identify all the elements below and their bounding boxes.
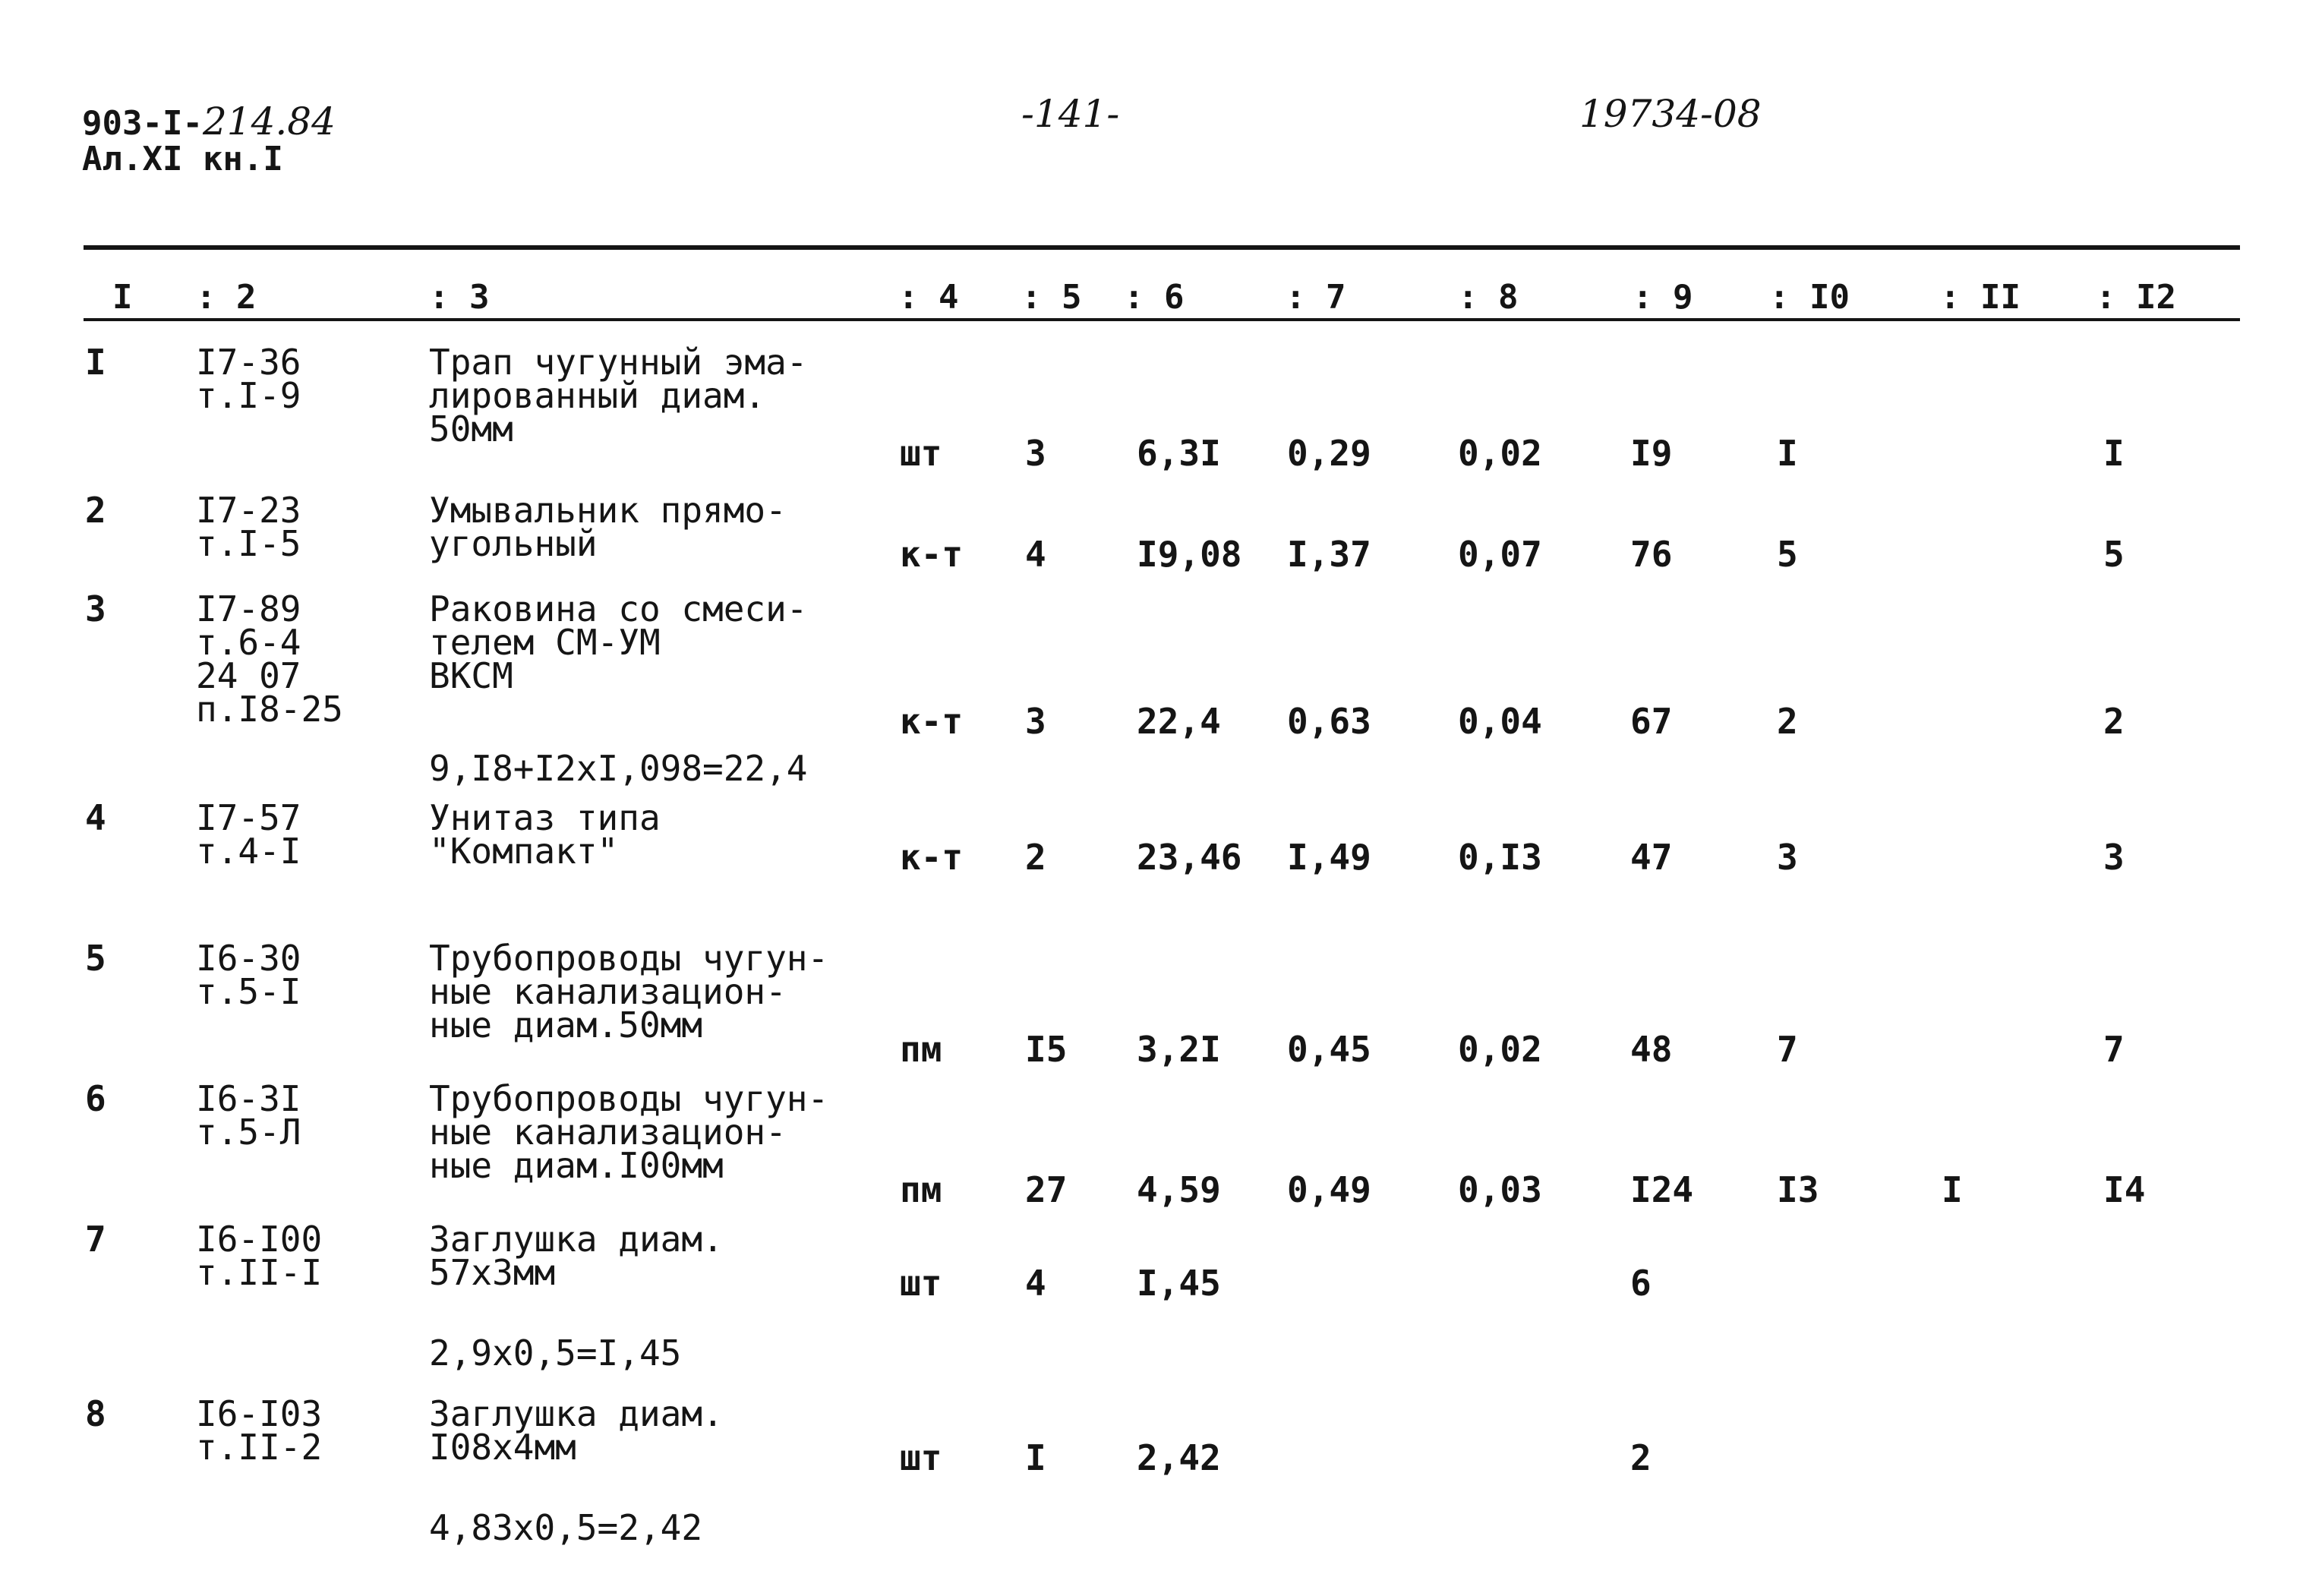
doc-code-handwritten: 214.84 (202, 99, 336, 144)
unit-cell: пм (900, 1169, 942, 1210)
col10-cell: 2 (1777, 701, 1798, 742)
col9-cell: 67 (1630, 701, 1673, 742)
item-name: Раковина со смеси- (429, 588, 808, 629)
col-header-11: : II (1940, 278, 2021, 317)
row-number: I (85, 342, 106, 383)
quantity-cell: 2 (1025, 837, 1046, 878)
col-header-3: : 3 (429, 278, 490, 317)
col9-cell: I24 (1630, 1169, 1694, 1210)
row-number: 2 (85, 490, 106, 531)
unit-cell: шт (900, 1263, 942, 1304)
col10-cell: I3 (1777, 1169, 1819, 1210)
archive-number: 19734-08 (1579, 92, 1762, 136)
norm-code: т.6-4 (196, 622, 301, 663)
item-name: Трубопроводы чугун- (429, 938, 829, 979)
item-name: 57x3мм (429, 1252, 556, 1293)
col12-cell: I4 (2103, 1169, 2146, 1210)
norm-code: т.5-Л (196, 1112, 301, 1153)
col7-cell: 0,29 (1287, 433, 1371, 474)
col9-cell: 2 (1630, 1437, 1652, 1478)
norm-code: т.I-5 (196, 523, 301, 564)
norm-code: I6-3I (196, 1078, 301, 1119)
col9-cell: 76 (1630, 534, 1673, 575)
table-header-rule (84, 318, 2240, 321)
unit-cell: шт (900, 433, 942, 474)
col-header-12: : I2 (2096, 278, 2176, 317)
doc-code (82, 99, 336, 144)
norm-code: I6-I03 (196, 1393, 323, 1434)
col6-cell: 3,2I (1137, 1029, 1221, 1070)
item-name: "Компакт" (429, 831, 619, 872)
col-header-8: : 8 (1458, 278, 1519, 317)
col6-cell: 22,4 (1137, 701, 1221, 742)
table-top-rule (84, 245, 2240, 250)
calc-formula: 9,I8+I2xI,098=22,4 (429, 748, 808, 789)
item-name: ные диам.I00мм (429, 1145, 724, 1186)
col-header-2: : 2 (196, 278, 257, 317)
row-number: 5 (85, 938, 106, 979)
col12-cell: 5 (2103, 534, 2125, 575)
norm-code: I6-I00 (196, 1219, 323, 1260)
norm-code: п.I8-25 (196, 689, 343, 730)
norm-code: I7-57 (196, 797, 301, 838)
norm-code: т.II-I (196, 1252, 323, 1293)
col10-cell: 7 (1777, 1029, 1798, 1070)
col10-cell: 3 (1777, 837, 1798, 878)
col11-cell: I (1942, 1169, 1963, 1210)
norm-code: т.5-I (196, 971, 301, 1012)
calc-formula: 2,9x0,5=I,45 (429, 1333, 682, 1374)
norm-code: I6-30 (196, 938, 301, 979)
item-name: Трубопроводы чугун- (429, 1078, 829, 1119)
col8-cell: 0,I3 (1458, 837, 1542, 878)
col10-cell: I (1777, 433, 1798, 474)
norm-code: т.I-9 (196, 375, 301, 416)
row-number: 4 (85, 797, 106, 838)
col9-cell: I9 (1630, 433, 1673, 474)
col8-cell: 0,02 (1458, 1029, 1542, 1070)
col7-cell: 0,49 (1287, 1169, 1371, 1210)
col9-cell: 6 (1630, 1263, 1652, 1304)
item-name: Трап чугунный эма- (429, 342, 808, 383)
unit-cell: пм (900, 1029, 942, 1070)
norm-code: т.II-2 (196, 1427, 323, 1468)
col6-cell: 4,59 (1137, 1169, 1221, 1210)
col-header-7: : 7 (1286, 278, 1346, 317)
col-header-4: : 4 (898, 278, 959, 317)
col7-cell: 0,63 (1287, 701, 1371, 742)
item-name: Заглушка диам. (429, 1219, 724, 1260)
item-name: ные канализацион- (429, 1112, 787, 1153)
col7-cell: I,37 (1287, 534, 1371, 575)
col7-cell: I,49 (1287, 837, 1371, 878)
item-name: ВКСМ (429, 655, 513, 696)
col6-cell: 2,42 (1137, 1437, 1221, 1478)
item-name: Унитаз типа (429, 797, 661, 838)
col9-cell: 48 (1630, 1029, 1673, 1070)
unit-cell: к-т (900, 837, 964, 878)
col6-cell: 6,3I (1137, 433, 1221, 474)
quantity-cell: I5 (1025, 1029, 1068, 1070)
calc-formula: 4,83x0,5=2,42 (429, 1507, 703, 1548)
col10-cell: 5 (1777, 534, 1798, 575)
col12-cell: I (2103, 433, 2125, 474)
item-name: Умывальник прямо- (429, 490, 787, 531)
col-header-9: : 9 (1633, 278, 1693, 317)
col8-cell: 0,04 (1458, 701, 1542, 742)
row-number: 6 (85, 1078, 106, 1119)
unit-cell: к-т (900, 534, 964, 575)
doc-subtitle: Ал.XI кн.I (82, 140, 283, 178)
col-header-5: : 5 (1021, 278, 1082, 317)
col12-cell: 2 (2103, 701, 2125, 742)
quantity-cell: 4 (1025, 1263, 1046, 1304)
item-name: телем СМ-УМ (429, 622, 661, 663)
col-header-6: : 6 (1124, 278, 1185, 317)
col8-cell: 0,02 (1458, 433, 1542, 474)
item-name: угольный (429, 523, 598, 564)
row-number: 7 (85, 1219, 106, 1260)
col9-cell: 47 (1630, 837, 1673, 878)
col6-cell: I9,08 (1137, 534, 1242, 575)
col12-cell: 3 (2103, 837, 2125, 878)
row-number: 8 (85, 1393, 106, 1434)
col-header-10: : I0 (1769, 278, 1850, 317)
col8-cell: 0,07 (1458, 534, 1542, 575)
norm-code: I7-23 (196, 490, 301, 531)
quantity-cell: 3 (1025, 433, 1046, 474)
norm-code: I7-36 (196, 342, 301, 383)
unit-cell: шт (900, 1437, 942, 1478)
doc-code-prefix: 903-I- (82, 104, 203, 143)
quantity-cell: 3 (1025, 701, 1046, 742)
item-name: I08x4мм (429, 1427, 576, 1468)
item-name: 50мм (429, 408, 513, 449)
quantity-cell: 27 (1025, 1169, 1068, 1210)
item-name: ные канализацион- (429, 971, 787, 1012)
col7-cell: 0,45 (1287, 1029, 1371, 1070)
quantity-cell: I (1025, 1437, 1046, 1478)
norm-code: I7-89 (196, 588, 301, 629)
col-header-1: I (112, 278, 133, 317)
norm-code: т.4-I (196, 831, 301, 872)
row-number: 3 (85, 588, 106, 629)
page-number: -141- (1021, 92, 1120, 136)
norm-code: 24 07 (196, 655, 301, 696)
col6-cell: 23,46 (1137, 837, 1242, 878)
col8-cell: 0,03 (1458, 1169, 1542, 1210)
quantity-cell: 4 (1025, 534, 1046, 575)
col12-cell: 7 (2103, 1029, 2125, 1070)
item-name: лированный диам. (429, 375, 766, 416)
col6-cell: I,45 (1137, 1263, 1221, 1304)
item-name: ные диам.50мм (429, 1005, 703, 1046)
unit-cell: к-т (900, 701, 964, 742)
item-name: Заглушка диам. (429, 1393, 724, 1434)
